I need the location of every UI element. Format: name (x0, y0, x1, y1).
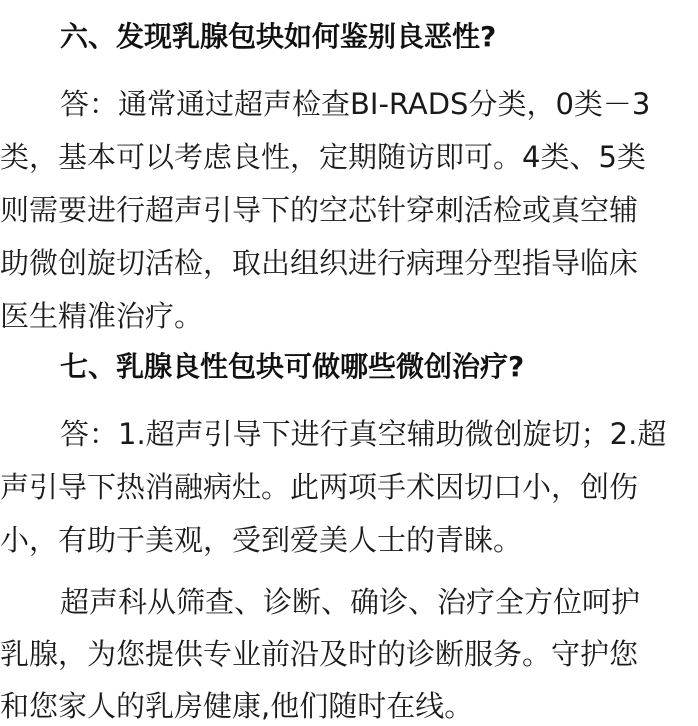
section-6-answer-line-3: 则需要进行超声引导下的空芯针穿刺活检或真空辅 (0, 193, 639, 227)
section-6-heading: 六、发现乳腺包块如何鉴别良恶性? (60, 20, 497, 53)
closing-line-3: 和您家人的乳房健康,他们随时在线。 (0, 689, 474, 723)
closing-line-2: 乳腺，为您提供专业前沿及时的诊断服务。守护您 (0, 637, 639, 671)
section-7-answer-line-2: 声引导下热消融病灶。此两项手术因切口小，创伤 (0, 470, 639, 504)
section-6-answer-line-2: 类，基本可以考虑良性，定期随访即可。4类、5类 (0, 140, 646, 174)
section-6-answer-line-4: 助微创旋切活检，取出组织进行病理分型指导临床 (0, 246, 639, 280)
section-6-answer-line-1: 答：通常通过超声检查BI-RADS分类，0类－3 (60, 87, 651, 121)
closing-line-1: 超声科从筛查、诊断、确诊、治疗全方位呵护 (60, 585, 641, 619)
section-6-answer-line-5: 医生精准治疗。 (0, 299, 204, 333)
section-7-heading: 七、乳腺良性包块可做哪些微创治疗? (60, 350, 525, 383)
section-7-answer-line-1: 答：1.超声引导下进行真空辅助微创旋切；2.超 (60, 417, 667, 451)
section-7-answer-line-3: 小，有助于美观，受到爱美人士的青睐。 (0, 523, 523, 557)
